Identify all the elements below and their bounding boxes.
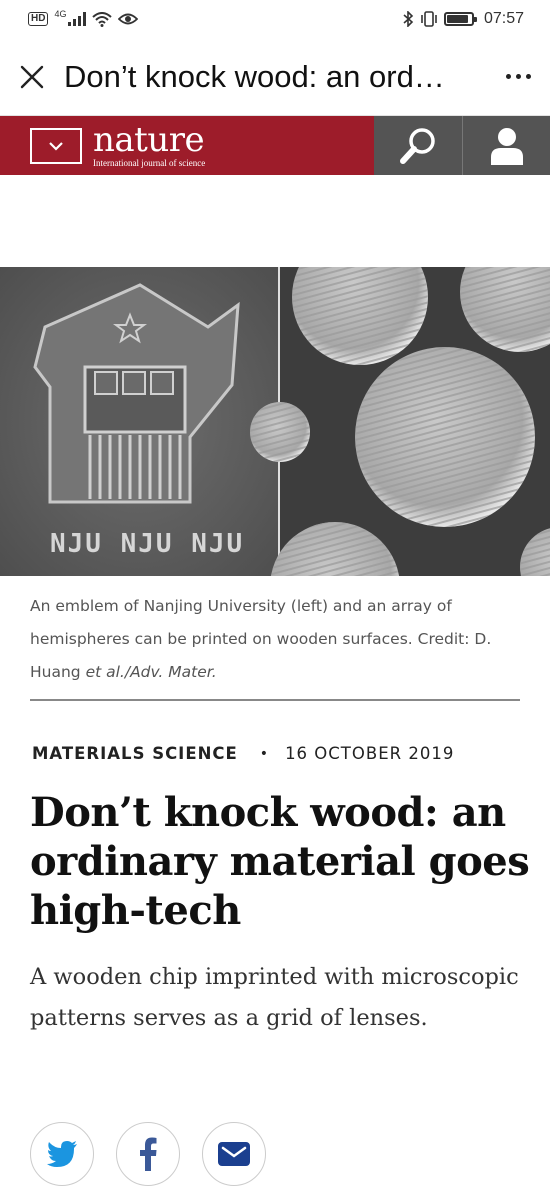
bluetooth-icon <box>403 11 414 27</box>
share-buttons <box>30 1122 266 1186</box>
emblem-text: NJU NJU NJU <box>50 529 245 559</box>
site-header <box>0 116 550 175</box>
publish-date: 16 OCTOBER 2019 <box>285 744 455 763</box>
more-options-dot <box>516 74 521 79</box>
article-headline: Don’t knock wood: an ordinary material goes high-tech <box>30 789 530 934</box>
page-title: Don’t knock wood: an ord… <box>64 58 445 94</box>
vibrate-icon <box>420 11 438 27</box>
account-button[interactable] <box>463 116 550 175</box>
wifi-icon <box>92 12 112 27</box>
hero-image <box>0 267 550 576</box>
image-caption <box>30 590 525 689</box>
share-facebook-button[interactable] <box>116 1122 180 1186</box>
close-button[interactable] <box>0 38 64 116</box>
battery-level <box>447 15 468 23</box>
caption-text: An emblem of Nanjing University (left) and an array of hemispheres can be printed on wooden surfaces. Credit: D. Huang <box>30 597 492 681</box>
hd-badge: HD <box>28 12 48 26</box>
caption-credit: et al./Adv. Mater. <box>85 663 217 681</box>
menu-toggle-button[interactable] <box>30 128 82 164</box>
close-icon <box>20 65 44 89</box>
more-options-dot <box>526 74 531 79</box>
search-button[interactable] <box>374 116 463 175</box>
user-icon <box>489 127 525 165</box>
search-icon <box>398 126 438 166</box>
logo-tagline: International journal of science <box>93 158 206 168</box>
article-standfirst: A wooden chip imprinted with microscopic patterns serves as a grid of lenses. <box>30 964 519 1031</box>
status-right <box>403 10 524 28</box>
browser-title-bar <box>0 38 550 116</box>
brand <box>0 116 374 175</box>
subject-link[interactable]: MATERIALS SCIENCE <box>32 744 238 763</box>
status-left <box>28 9 138 27</box>
hero-micrographs <box>0 267 550 576</box>
facebook-icon <box>139 1137 157 1171</box>
share-email-button[interactable] <box>202 1122 266 1186</box>
status-bar <box>0 0 550 38</box>
twitter-icon <box>46 1140 78 1168</box>
eye-icon <box>118 12 138 26</box>
chevron-down-icon <box>48 141 64 151</box>
clock: 07:57 <box>483 10 524 27</box>
hemisphere-array-micrograph <box>250 267 550 576</box>
battery-icon <box>444 12 474 26</box>
nature-logo[interactable] <box>93 120 206 168</box>
signal-icon <box>68 12 86 26</box>
network-type: 4G <box>54 9 67 19</box>
email-icon <box>218 1142 250 1166</box>
caption-divider <box>30 699 520 701</box>
article-meta <box>32 744 454 763</box>
more-options-icon <box>506 74 511 79</box>
logo-wordmark: nature <box>93 120 205 160</box>
meta-separator: • <box>259 745 270 762</box>
more-options-button[interactable] <box>486 38 550 116</box>
share-twitter-button[interactable] <box>30 1122 94 1186</box>
